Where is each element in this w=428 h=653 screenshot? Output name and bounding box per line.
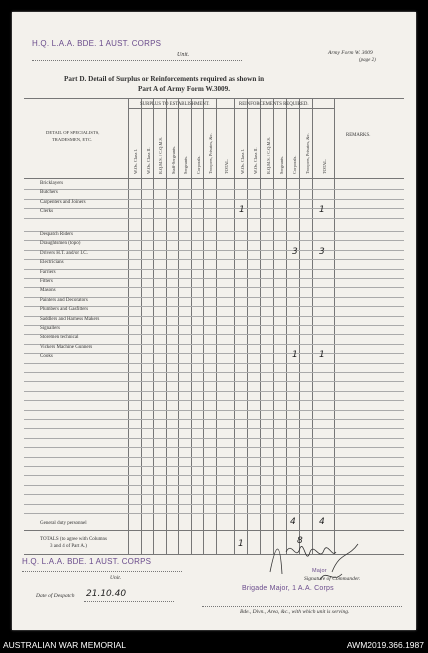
unit-line bbox=[32, 60, 242, 61]
totals-surplus-total: 1 bbox=[238, 539, 244, 549]
table-row-rule bbox=[24, 485, 404, 486]
surplus-col-header: W.Os. Class I. bbox=[133, 148, 139, 174]
table-row-rule bbox=[24, 287, 404, 288]
form-title-line2: Part A of Army Form W.3009. bbox=[138, 85, 231, 93]
form-title-line1: Part D. Detail of Surplus or Reinforcements required as shown in bbox=[64, 75, 265, 83]
table-row-label: Despatch Riders bbox=[40, 232, 73, 237]
table-row-rule bbox=[24, 466, 404, 467]
table-row-label: Farriers bbox=[40, 269, 56, 275]
reinforcements-group-header: REINFORCEMENTS REQUIRED. bbox=[239, 102, 309, 107]
table-row-rule bbox=[24, 240, 404, 241]
reinf-col-header: W.Os. Class II. bbox=[252, 147, 258, 174]
major-stamp: Major bbox=[312, 568, 327, 574]
table-row-label: Fitters bbox=[40, 279, 53, 284]
table-row-rule bbox=[24, 363, 404, 364]
table-row-label: Plumbers and Gasfitters bbox=[40, 307, 89, 313]
detail-header-sub: TRADESMEN, ETC. bbox=[52, 137, 93, 142]
table-row-label: Masons bbox=[40, 288, 56, 294]
unit-stamp: H.Q. L.A.A. BDE. 1 AUST. CORPS bbox=[32, 39, 162, 48]
bde-label: Bde., Divn., Area, &c., with which unit is serving. bbox=[240, 609, 350, 615]
table-row-rule bbox=[24, 475, 404, 476]
table-row-rule bbox=[24, 189, 404, 190]
bde-line bbox=[202, 606, 402, 607]
row-reinf-total: 1 bbox=[319, 205, 325, 216]
table-row-rule bbox=[24, 278, 404, 279]
table-row-rule bbox=[24, 428, 404, 429]
signature-label: Signature of Commander. bbox=[304, 576, 361, 582]
page-number: (page 2) bbox=[359, 58, 376, 63]
footer-unit-stamp: H.Q. L.A.A. BDE. 1 AUST. CORPS bbox=[22, 557, 152, 566]
table-row-rule bbox=[24, 494, 404, 495]
surplus-col-header: Corporals. bbox=[195, 155, 201, 174]
table-row-rule bbox=[24, 218, 404, 219]
general-duty-privates: 4 bbox=[290, 517, 296, 527]
row-reinf-total: 3 bbox=[319, 246, 325, 257]
footer-unit-line bbox=[22, 571, 182, 572]
surplus-group-header: SURPLUS TO ESTABLISHMENT. bbox=[140, 102, 210, 107]
reinf-col-header: Corporals. bbox=[291, 155, 297, 174]
surplus-col-header: R.Q.M.S. / C.Q.M.S. bbox=[158, 136, 164, 174]
reinf-col-header: TOTAL. bbox=[322, 158, 327, 174]
table-row-rule bbox=[24, 353, 404, 354]
table-row-rule bbox=[24, 419, 404, 420]
table-row-rule bbox=[24, 334, 404, 335]
date-line bbox=[84, 601, 174, 602]
table-row-rule bbox=[24, 447, 404, 448]
footer-unit-label: Unit. bbox=[110, 575, 122, 581]
form-sheet bbox=[12, 12, 416, 630]
table-header-bottom bbox=[24, 178, 404, 179]
surplus-col-header: W.Os. Class II. bbox=[145, 147, 151, 174]
table-row-rule bbox=[24, 457, 404, 458]
surplus-col-header: Staff-Sergeants. bbox=[170, 145, 176, 174]
table-row-label: Drivers H.T. and/or I.C. bbox=[40, 250, 88, 256]
table-row-rule bbox=[24, 504, 404, 505]
reinf-col-header: W.Os. Class I. bbox=[239, 148, 245, 174]
table-row-label: Electricians bbox=[40, 260, 64, 266]
group-header-rule bbox=[128, 108, 334, 109]
army-form-label: Army Form W. 3009 bbox=[328, 50, 373, 56]
table-row-rule bbox=[24, 231, 404, 232]
row-surplus-total: 1 bbox=[239, 205, 245, 216]
table-row-label: Vickers Machine Gunners bbox=[40, 344, 93, 350]
table-row-label: Butchers bbox=[40, 190, 58, 196]
caption-left: AUSTRALIAN WAR MEMORIAL bbox=[3, 640, 126, 650]
caption-right: AWM2019.366.1987 bbox=[346, 640, 424, 650]
date-label: Date of Despatch bbox=[36, 593, 75, 599]
reinf-col-header: Troopers, Privates, &c. bbox=[304, 133, 310, 174]
table-row-label: Saddlers and Harness Makers bbox=[40, 316, 100, 322]
table-row-rule bbox=[24, 325, 404, 326]
row-reinf-privates: 1 bbox=[292, 350, 298, 361]
row-reinf-total: 1 bbox=[319, 350, 325, 361]
table-row-rule bbox=[24, 438, 404, 439]
table-row-rule bbox=[24, 269, 404, 270]
reinf-col-header: R.Q.M.S. / C.Q.M.S. bbox=[265, 136, 271, 174]
table-row-label: Carpenters and Joiners bbox=[40, 199, 86, 205]
table-row-rule bbox=[24, 513, 404, 514]
row-reinf-privates: 3 bbox=[292, 246, 298, 257]
totals-label: TOTALS (to agree with Columns bbox=[40, 537, 107, 542]
table-row-rule bbox=[24, 400, 404, 401]
remarks-header: REMARKS. bbox=[346, 133, 371, 138]
totals-label-sub: 3 and 4 of Part A.) bbox=[50, 544, 87, 549]
table-row-rule bbox=[24, 381, 404, 382]
table-row-label: Cooks bbox=[40, 354, 53, 360]
reinf-col-header: Sergeants. bbox=[278, 155, 284, 174]
table-row-label: Signallers bbox=[40, 326, 60, 331]
general-duty-label: General duty personnel bbox=[40, 521, 87, 526]
surplus-col-header: Sergeants. bbox=[183, 155, 189, 174]
general-duty-total: 4 bbox=[319, 517, 325, 527]
table-row-label: Clerks bbox=[40, 209, 54, 215]
brigade-major-stamp: Brigade Major, 1 A.A. Corps bbox=[242, 585, 334, 592]
table-top-border bbox=[24, 98, 404, 99]
unit-label: Unit. bbox=[177, 52, 190, 58]
detail-header: DETAIL OF SPECIALISTS, bbox=[46, 130, 100, 135]
table-row-rule bbox=[24, 410, 404, 411]
table-row-rule bbox=[24, 391, 404, 392]
surplus-col-header: Troopers, Privates, &c. bbox=[208, 133, 214, 174]
table-row-rule bbox=[24, 208, 404, 209]
table-row-rule bbox=[24, 259, 404, 260]
table-row-label: Storemen technical bbox=[40, 335, 79, 341]
table-row-label: Painters and Decorators bbox=[40, 297, 88, 303]
date-of-despatch-value: 21.10.40 bbox=[86, 589, 127, 599]
table-row-rule bbox=[24, 372, 404, 373]
table-row-label: Draughtsmen (topo) bbox=[40, 241, 81, 247]
totals-reinf-privates: 8 bbox=[297, 536, 303, 546]
table-row-label: Bricklayers bbox=[40, 181, 64, 186]
surplus-col-header: TOTAL. bbox=[223, 158, 229, 174]
